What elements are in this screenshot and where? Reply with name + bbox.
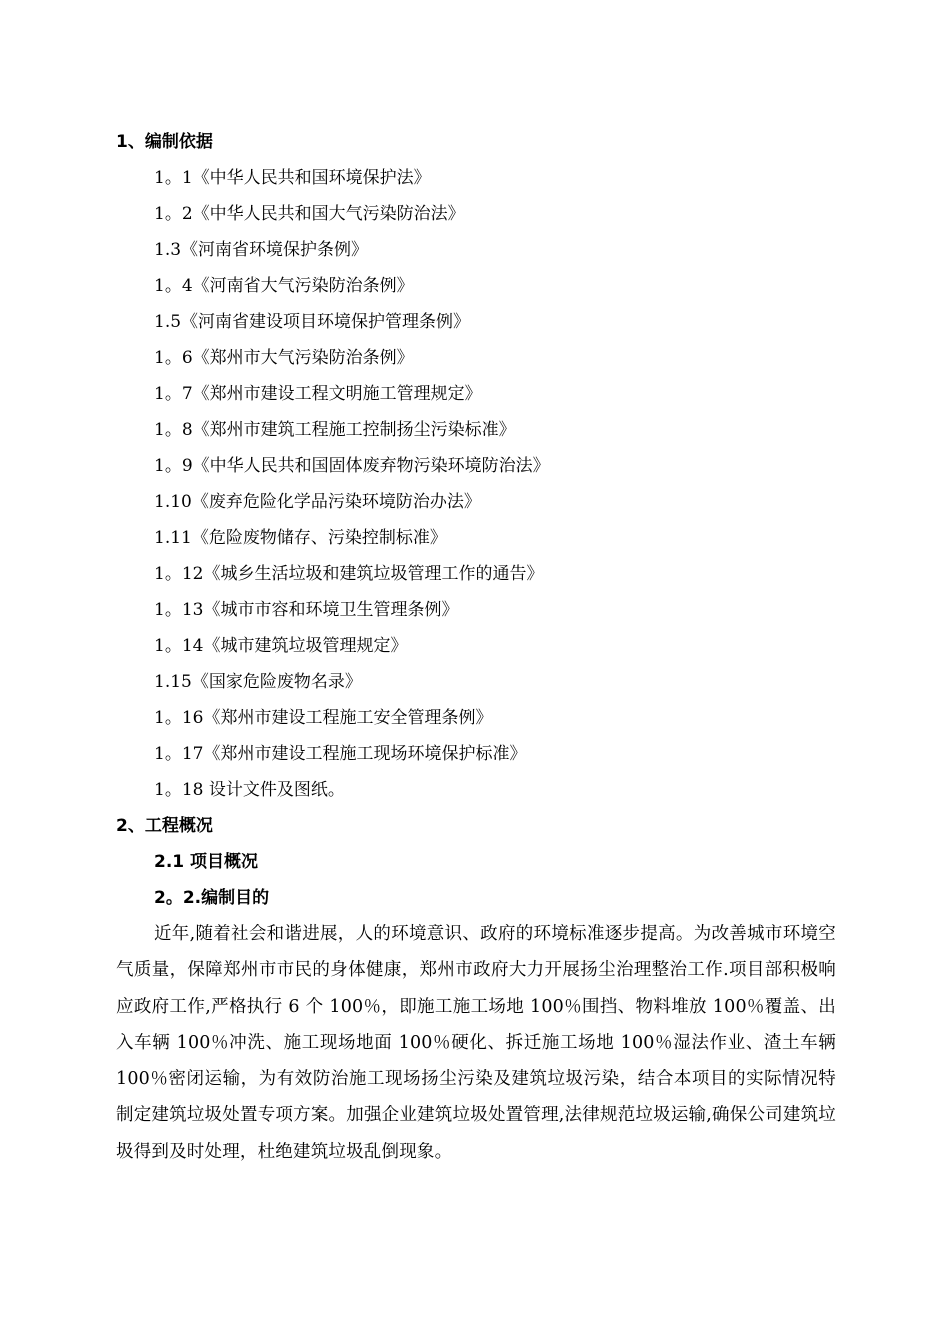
reference-item: 1。14《城市建筑垃圾管理规定》 — [154, 636, 408, 656]
reference-item: 1。8《郑州市建筑工程施工控制扬尘污染标准》 — [154, 420, 516, 440]
subsection-purpose: 2。2.编制目的 — [154, 888, 270, 908]
subsection-project-overview: 2.1 项目概况 — [154, 852, 259, 872]
reference-list — [116, 160, 836, 808]
reference-item: 1。6《郑州市大气污染防治条例》 — [154, 348, 414, 368]
reference-item: 1。16《郑州市建设工程施工安全管理条例》 — [154, 708, 493, 728]
reference-item: 1。2《中华人民共和国大气污染防治法》 — [154, 204, 465, 224]
reference-item: 1.3《河南省环境保护条例》 — [154, 240, 369, 260]
document-body — [116, 124, 836, 1170]
reference-item: 1。1《中华人民共和国环境保护法》 — [154, 168, 431, 188]
reference-item: 1。12《城乡生活垃圾和建筑垃圾管理工作的通告》 — [154, 564, 544, 584]
reference-item: 1。18 设计文件及图纸。 — [154, 780, 345, 800]
section-1-heading: 1、编制依据 — [116, 132, 213, 152]
reference-item: 1。9《中华人民共和国固体废弃物污染环境防治法》 — [154, 456, 550, 476]
section-2-heading: 2、工程概况 — [116, 816, 213, 836]
reference-item: 1.15《国家危险废物名录》 — [154, 672, 362, 692]
reference-item: 1。4《河南省大气污染防治条例》 — [154, 276, 414, 296]
purpose-paragraph: 近年,随着社会和谐进展，人的环境意识、政府的环境标准逐步提高。为改善城市环境空气质量，保障郑州市市民的身体健康，郑州市政府大力开展扬尘治理整治工作.项目部积极响应政府工作,严格执行 6 个 100％，即施工施工场地 100％围挡、物料堆放 100％覆盖、出入车辆 100％冲洗、施工现场地面 100％硬化、拆迁施工场地 100％湿法作业、渣土车辆 100％密闭运输，为有效防治施工现场扬尘污染及建筑垃圾污染，结合本项目的实际情况特制定建筑垃圾处置专项方案。加强企业建筑垃圾处置管理,法律规范垃圾运输,确保公司建筑垃圾得到及时处理，杜绝建筑垃圾乱倒现象。 — [116, 924, 836, 1162]
reference-item: 1.11《危险废物储存、污染控制标准》 — [154, 528, 447, 548]
reference-item: 1。7《郑州市建设工程文明施工管理规定》 — [154, 384, 482, 404]
reference-item: 1.10《废弃危险化学品污染环境防治办法》 — [154, 492, 481, 512]
reference-item: 1。13《城市市容和环境卫生管理条例》 — [154, 600, 459, 620]
reference-item: 1.5《河南省建设项目环境保护管理条例》 — [154, 312, 471, 332]
reference-item: 1。17《郑州市建设工程施工现场环境保护标准》 — [154, 744, 527, 764]
